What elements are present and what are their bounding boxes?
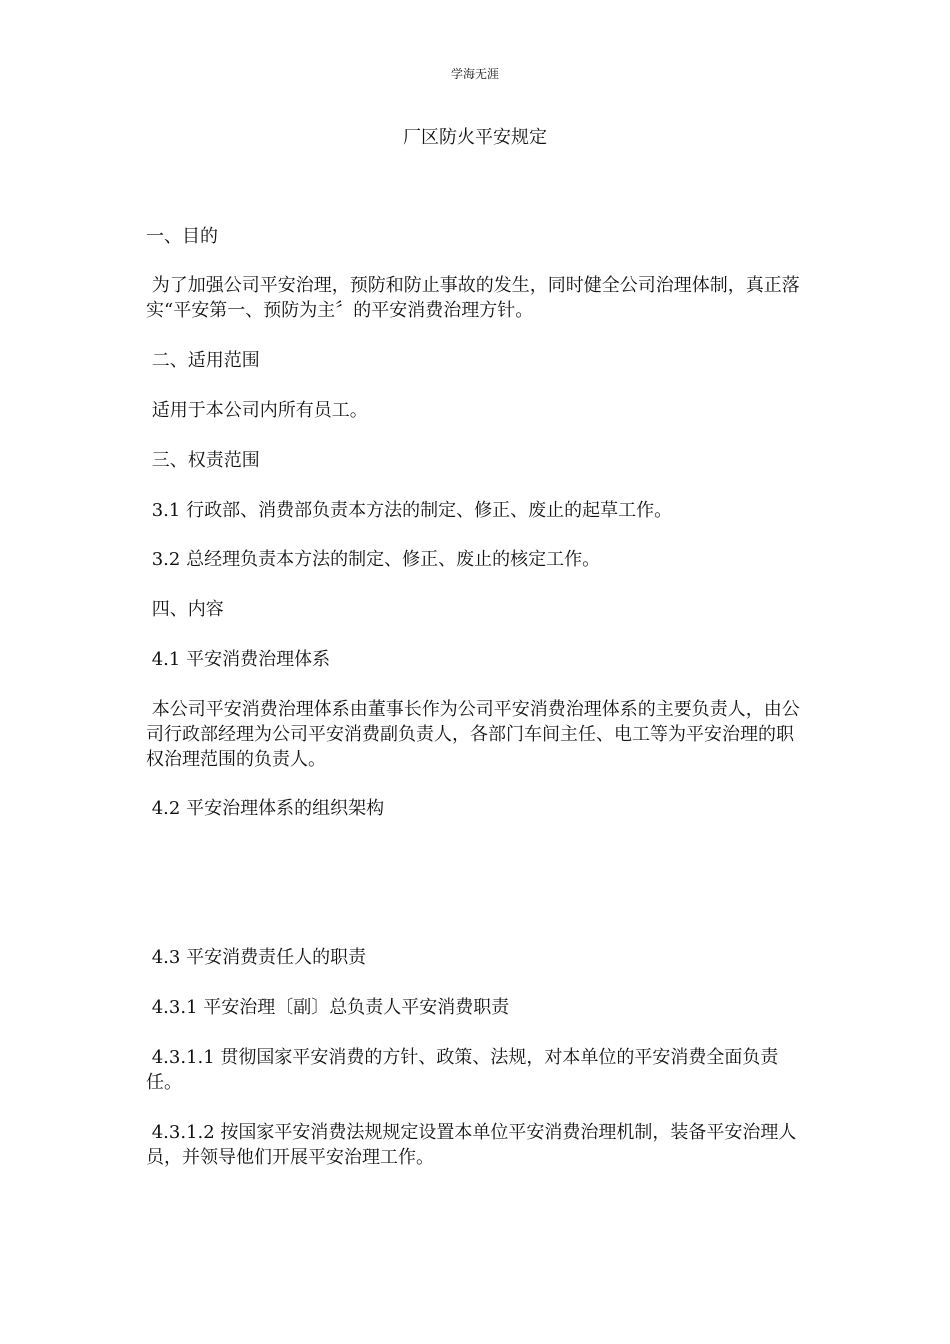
paragraph-3-1: 3.1 行政部、消费部负责本方法的制定、修正、废止的起草工作。 — [146, 500, 673, 521]
paragraph-4-3-1-1: 4.3.1.1 贯彻国家平安消费的方针、政策、法规，对本单位的平安消费全面负责任。 — [146, 1047, 779, 1093]
paragraph-4-1-heading: 4.1 平安消费治理体系 — [146, 649, 331, 670]
document-title: 厂区防火平安规定 — [403, 127, 547, 148]
paragraph-4-1-body: 本公司平安消费治理体系由董事长作为公司平安消费治理体系的主要负责人，由公司行政部经理为公司平安消费副负责人，各部门车间主任、电工等为平安治理的职权治理范围的负责人。 — [146, 699, 800, 770]
section-heading-scope: 二、适用范围 — [146, 350, 260, 371]
paragraph-scope: 适用于本公司内所有员工。 — [146, 400, 368, 421]
paragraph-4-3-1-heading: 4.3.1 平安治理〔副〕总负责人平安消费职责 — [146, 997, 510, 1018]
paragraph-4-3-heading: 4.3 平安消费责任人的职责 — [146, 947, 367, 968]
section-heading-purpose: 一、目的 — [146, 226, 218, 247]
section-heading-responsibility: 三、权责范围 — [146, 450, 260, 471]
section-heading-content: 四、内容 — [146, 599, 224, 620]
paragraph-4-3-1-2: 4.3.1.2 按国家平安消费法规规定设置本单位平安消费治理机制，装备平安治理人员，并领导他们开展平安治理工作。 — [146, 1122, 797, 1168]
paragraph-4-2-heading: 4.2 平安治理体系的组织架构 — [146, 798, 385, 819]
paragraph-purpose: 为了加强公司平安治理，预防和防止事故的发生，同时健全公司治理体制，真正落实“平安第一、预防为主〞的平安消费治理方针。 — [146, 275, 800, 321]
paragraph-3-2: 3.2 总经理负责本方法的制定、修正、废止的核定工作。 — [146, 549, 601, 570]
page-header: 学海无涯 — [450, 67, 499, 81]
